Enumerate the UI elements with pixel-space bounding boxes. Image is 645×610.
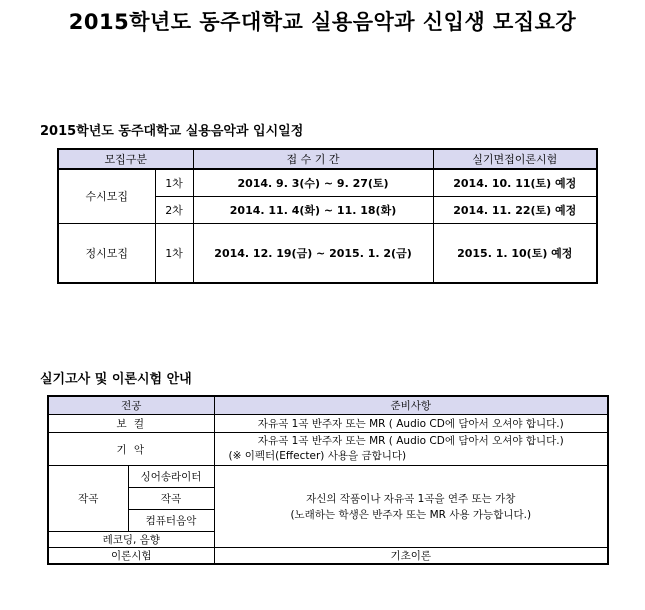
exam-guide-section-title: 실기고사 및 이론시험 안내 [40, 372, 192, 387]
prep-note: (※ 이펙터(Effecter) 사용을 금합니다) [228, 450, 407, 462]
prep-line: 자신의 작품이나 자유곡 1곡을 연주 또는 가창 [306, 492, 516, 505]
header-exam: 실기면접이론시험 [433, 149, 597, 169]
period-cell: 2014. 12. 19(금) ~ 2015. 1. 2(금) [193, 223, 433, 283]
round-cell: 2차 [155, 196, 193, 223]
header-period: 접 수 기 간 [193, 149, 433, 169]
table-row [58, 223, 597, 283]
prep-cell [214, 433, 608, 466]
prep-line: 자유곡 1곡 반주자 또는 MR ( Audio CD에 담아서 오셔야 합니다.) [257, 435, 564, 447]
schedule-section-title: 2015학년도 동주대학교 실용음악과 입시일정 [40, 124, 304, 139]
admission-schedule-table [57, 148, 598, 284]
table-header-row [48, 396, 608, 415]
sub-major-cell: 작곡 [128, 488, 214, 510]
exam-cell: 2015. 1. 10(토) 예정 [433, 223, 597, 283]
round-cell: 1차 [155, 223, 193, 283]
table-row [58, 169, 597, 196]
major-cell: 기 악 [48, 433, 214, 466]
prep-cell: 기초이론 [214, 548, 608, 565]
document-title: 2015학년도 동주대학교 실용음악과 신입생 모집요강 [68, 10, 577, 34]
header-major: 전공 [48, 396, 214, 415]
prep-line: (노래하는 학생은 반주자 또는 MR 사용 가능합니다.) [290, 508, 532, 521]
table-header-row [58, 149, 597, 169]
sub-major-cell: 컴퓨터음악 [128, 510, 214, 532]
table-row [48, 433, 608, 466]
prep-cell: 자유곡 1곡 반주자 또는 MR ( Audio CD에 담아서 오셔야 합니다.) [214, 415, 608, 433]
major-cell: 이론시험 [48, 548, 214, 565]
table-row [48, 548, 608, 565]
round-cell: 1차 [155, 169, 193, 196]
major-cell: 레코딩, 음향 [48, 532, 214, 548]
exam-guide-table [47, 395, 609, 565]
sub-major-cell: 싱어송라이터 [128, 466, 214, 488]
prep-cell [214, 466, 608, 548]
category-cell: 수시모집 [58, 169, 155, 223]
major-cell: 보 컬 [48, 415, 214, 433]
major-cell: 작곡 [48, 466, 128, 532]
period-cell: 2014. 11. 4(화) ~ 11. 18(화) [193, 196, 433, 223]
period-cell: 2014. 9. 3(수) ~ 9. 27(토) [193, 169, 433, 196]
header-category: 모집구분 [58, 149, 193, 169]
table-row [48, 415, 608, 433]
exam-cell: 2014. 10. 11(토) 예정 [433, 169, 597, 196]
header-prep: 준비사항 [214, 396, 608, 415]
category-cell: 정시모집 [58, 223, 155, 283]
table-row [48, 466, 608, 488]
exam-cell: 2014. 11. 22(토) 예정 [433, 196, 597, 223]
